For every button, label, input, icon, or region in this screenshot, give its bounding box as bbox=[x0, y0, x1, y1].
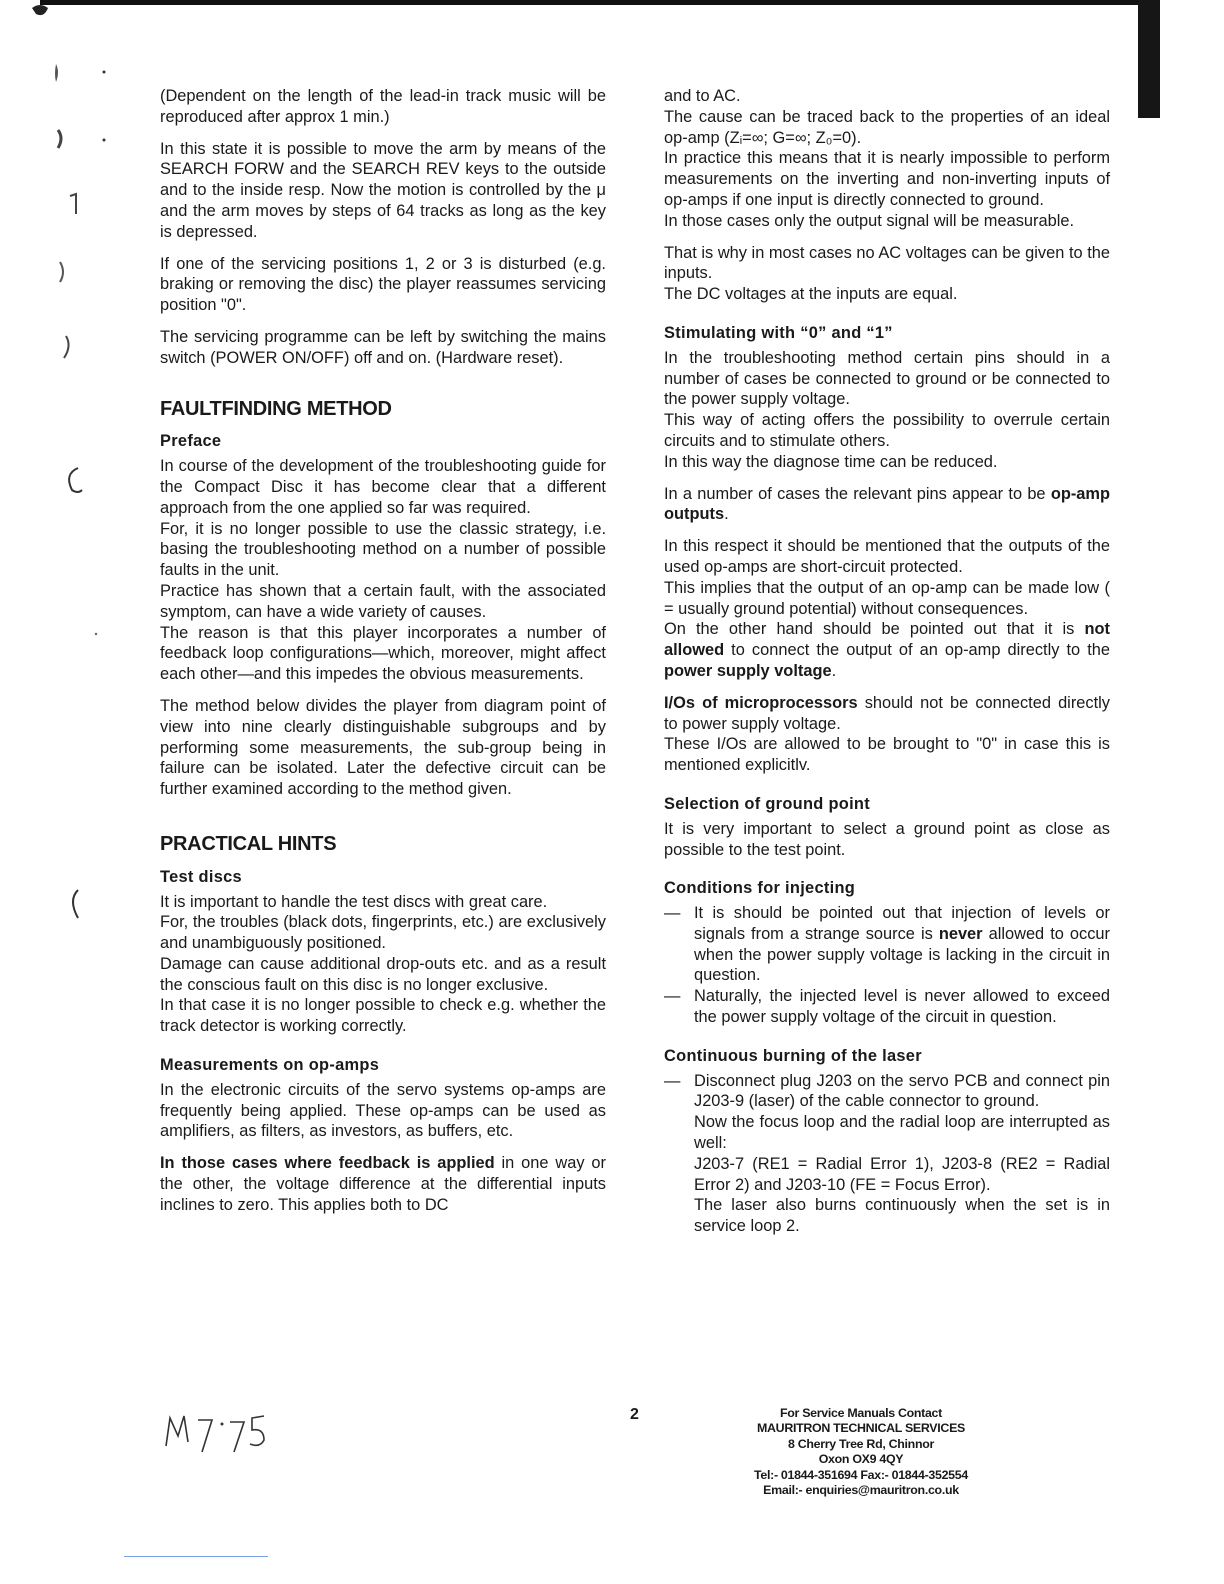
bold-text: not allowed bbox=[664, 620, 1110, 660]
paragraph: This way of acting offers the possibility to overrule certain circuits and to stimulate others. bbox=[664, 411, 1110, 450]
scan-edge-mark bbox=[1138, 0, 1160, 118]
paragraph bbox=[664, 693, 1110, 735]
ground-point-heading: Selection of ground point bbox=[664, 794, 870, 813]
test-discs-heading: Test discs bbox=[160, 867, 242, 886]
paragraph: For, the troubles (black dots, fingerprints, etc.) are exclusively and unambiguously positioned. bbox=[160, 913, 606, 953]
paragraph-text: On the other hand should be pointed out that it is bbox=[664, 620, 1085, 639]
stimulating-heading: Stimulating with “0” and “1” bbox=[664, 323, 893, 342]
list-item-text: J203-7 (RE1 = Radial Error 1), J203-8 (RE2 = Radial Error 2) and J203-10 (FE = Focus Error). bbox=[694, 1154, 1110, 1194]
scan-margin-marks bbox=[0, 0, 130, 1500]
bold-text: power supply voltage bbox=[664, 661, 832, 680]
paragraph: The DC voltages at the inputs are equal. bbox=[664, 285, 958, 304]
paragraph-text: to connect the output of an op-amp directly to the bbox=[724, 641, 1110, 660]
paragraph: In the electronic circuits of the servo systems op-amps are frequently being applied. These op-amps can be used as amplifiers, as filters, as investors, as buffers, etc. bbox=[160, 1080, 606, 1141]
handwritten-note bbox=[160, 1408, 280, 1458]
paragraph: In the troubleshooting method certain pins should in a number of cases be connected to ground or be connected to the power supply voltage. bbox=[664, 348, 1110, 409]
paragraph: In course of the development of the troubleshooting guide for the Compact Disc it has become clear that a different approach from the one applied so far was required. bbox=[160, 457, 606, 517]
contact-line: Oxon OX9 4QY bbox=[818, 1452, 904, 1467]
paragraph: That is why in most cases no AC voltages can be given to the inputs. bbox=[664, 243, 1110, 283]
paragraph-text: It is should be pointed out that injection of levels or signals from a strange source is bbox=[694, 904, 1110, 943]
op-amps-heading: Measurements on op-amps bbox=[160, 1056, 380, 1075]
bold-text: never bbox=[938, 924, 983, 943]
paragraph: In those cases only the output signal will be measurable. bbox=[664, 211, 1075, 230]
paragraph: In this state it is possible to move the arm by means of the SEARCH FORW and the SEARCH REV keys to the outside and to the inside resp. Now the motion is controlled by the μ and the arm moves by steps of 64 tracks as long as the key is depressed. bbox=[160, 139, 606, 241]
paragraph: In practice this means that it is nearly impossible to perform measurements on the inverting and non-inverting inputs of op-amps if one input is directly connected to ground. bbox=[664, 149, 1110, 209]
paragraph: This implies that the output of an op-amp can be made low ( = usually ground potential) without consequences. bbox=[664, 578, 1110, 618]
paragraph: Practice has shown that a certain fault, with the associated symptom, can have a wide variety of causes. bbox=[160, 581, 606, 621]
scan-bottom-line bbox=[124, 1556, 268, 1557]
paragraph-text: should not be connected directly to power supply voltage. bbox=[664, 693, 1110, 733]
paragraph: The cause can be traced back to the properties of an ideal op-amp (Zᵢ=∞; G=∞; Z₀=0). bbox=[664, 107, 1110, 147]
paragraph bbox=[664, 484, 1110, 526]
list-item-text: Now the focus loop and the radial loop are interrupted as well: bbox=[694, 1113, 1110, 1153]
right-column bbox=[664, 86, 1110, 1248]
paragraph: The servicing programme can be left by switching the mains switch (POWER ON/OFF) off and on. (Hardware reset). bbox=[160, 327, 606, 367]
paragraph: The method below divides the player from diagram point of view into nine clearly distinguishable subgroups and by performing some measurements, the sub-group being in failure can be isolated. Later the defective circuit can be further examined according to the method given. bbox=[160, 696, 606, 799]
bold-text: I/Os of microprocessors bbox=[664, 693, 858, 712]
scan-top-border bbox=[40, 0, 1160, 5]
list-item-text: — Disconnect plug J203 on the servo PCB and connect pin J203-9 (laser) of the cable connector to ground. bbox=[694, 1071, 1110, 1111]
contact-line: For Service Manuals Contact bbox=[780, 1406, 942, 1420]
paragraph: For, it is no longer possible to use the classic strategy, i.e. basing the troubleshooting method on a number of possible faults in the unit. bbox=[160, 519, 606, 580]
paragraph: In that case it is no longer possible to check e.g. whether the track detector is working correctly. bbox=[160, 996, 606, 1036]
contact-line: Email:- enquiries@mauritron.co.uk bbox=[763, 1483, 959, 1498]
paragraph: In this respect it should be mentioned that the outputs of the used op-amps are short-circuit protected. bbox=[664, 537, 1110, 576]
paragraph-text: in one way or the other, the voltage difference at the differential inputs inclines to zero. This applies both to DC bbox=[160, 1154, 606, 1214]
paragraph: It is very important to select a ground point as close as possible to the test point. bbox=[664, 819, 1110, 859]
left-column bbox=[160, 86, 606, 1227]
contact-line: MAURITRON TECHNICAL SERVICES bbox=[757, 1421, 965, 1436]
paragraph: It is important to handle the test discs with great care. bbox=[160, 892, 548, 911]
practical-hints-heading: PRACTICAL HINTS bbox=[160, 832, 337, 855]
injecting-heading: Conditions for injecting bbox=[664, 879, 856, 898]
paragraph: The reason is that this player incorporates a number of feedback loop configurations—which, moreover, might affect each other—and this impedes the obvious measurements. bbox=[160, 623, 606, 684]
paragraph bbox=[664, 619, 1110, 681]
paragraph: These I/Os are allowed to be brought to "0" in case this is mentioned explicitlv. bbox=[664, 735, 1110, 775]
paragraph-text: . bbox=[831, 661, 837, 680]
list-item-text: The laser also burns continuously when the set is in service loop 2. bbox=[694, 1196, 1110, 1236]
paragraph-text: . bbox=[724, 505, 729, 524]
list-item bbox=[664, 903, 1110, 986]
bold-text: op-amp outputs bbox=[664, 484, 1110, 524]
contact-line: Tel:- 01844-351694 Fax:- 01844-352554 bbox=[754, 1467, 968, 1482]
laser-list bbox=[664, 1071, 1110, 1237]
contact-line: 8 Cherry Tree Rd, Chinnor bbox=[787, 1436, 935, 1451]
faultfinding-heading: FAULTFINDING METHOD bbox=[160, 397, 392, 420]
contact-block bbox=[738, 1406, 984, 1498]
paragraph: In this way the diagnose time can be reduced. bbox=[664, 452, 998, 471]
paragraph: Damage can cause additional drop-outs etc. and as a result the conscious fault on this disc is no longer exclusive. bbox=[160, 954, 606, 994]
bold-text: In those cases where feedback is applied bbox=[160, 1154, 495, 1173]
paragraph bbox=[160, 1153, 606, 1215]
paragraph: (Dependent on the length of the lead-in track music will be reproduced after approx 1 min.) bbox=[160, 87, 606, 126]
preface-heading: Preface bbox=[160, 432, 222, 451]
injecting-list bbox=[664, 903, 1110, 1028]
paragraph-text: In a number of cases the relevant pins appear to be bbox=[664, 484, 1051, 503]
laser-heading: Continuous burning of the laser bbox=[664, 1046, 922, 1065]
paragraph-text: allowed to occur when the power supply voltage is lacking in the circuit in question. bbox=[694, 924, 1110, 985]
list-item: — Naturally, the injected level is never allowed to exceed the power supply voltage of the circuit in question. bbox=[664, 986, 1110, 1028]
paragraph: and to AC. bbox=[664, 87, 741, 105]
page-number: 2 bbox=[630, 1406, 639, 1423]
list-item bbox=[664, 1071, 1110, 1237]
paragraph: If one of the servicing positions 1, 2 or 3 is disturbed (e.g. braking or removing the disc) the player reassumes servicing position "0". bbox=[160, 254, 606, 315]
